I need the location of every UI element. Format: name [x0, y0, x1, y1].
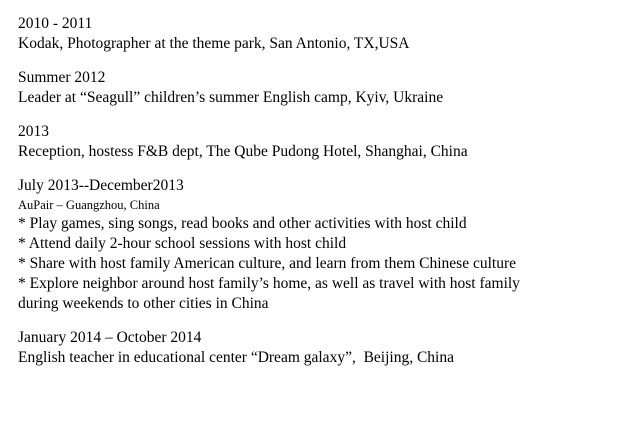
entry-date-line: July 2013--December2013	[18, 177, 184, 194]
experience-entry-list	[18, 14, 630, 368]
experience-entry	[18, 68, 630, 108]
experience-entry	[18, 328, 630, 368]
entry-bullet-line: during weekends to other cities in China	[18, 295, 269, 312]
experience-entry	[18, 122, 630, 162]
entry-bullet-line: * Explore neighbor around host family’s home, as well as travel with host family	[18, 275, 520, 292]
entry-bullet-line: * Attend daily 2-hour school sessions with host child	[18, 235, 347, 252]
entry-bullet-line: * Play games, sing songs, read books and other activities with host child	[18, 215, 467, 232]
experience-entry	[18, 176, 630, 314]
entry-bullet-line: * Share with host family American culture, and learn from them Chinese culture	[18, 255, 517, 272]
entry-detail-line: Leader at “Seagull” children’s summer English camp, Kyiv, Ukraine	[18, 89, 444, 106]
experience-entry	[18, 14, 630, 54]
entry-date-line: 2013	[18, 123, 49, 140]
entry-detail-line: Reception, hostess F&B dept, The Qube Pudong Hotel, Shanghai, China	[18, 143, 468, 160]
entry-date-line: Summer 2012	[18, 69, 106, 86]
entry-date-line: January 2014 – October 2014	[18, 329, 202, 346]
entry-detail-line: Kodak, Photographer at the theme park, San Antonio, TX,USA	[18, 35, 410, 52]
entry-date-line: 2010 - 2011	[18, 15, 93, 32]
entry-subtitle-line: AuPair – Guangzhou, China	[18, 198, 160, 212]
entry-detail-line: English teacher in educational center “Dream galaxy”, Beijing, China	[18, 349, 454, 366]
